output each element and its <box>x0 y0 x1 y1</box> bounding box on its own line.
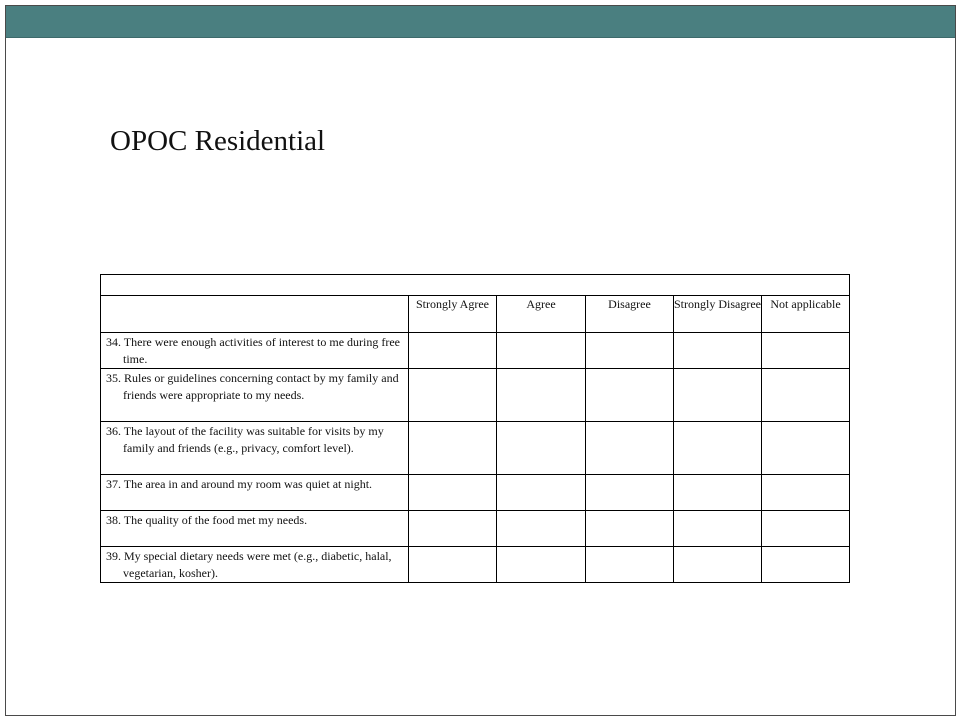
question-text: 35. Rules or guidelines concerning contact by my family and friends were appropriate to my needs. <box>101 369 409 422</box>
response-cell[interactable] <box>497 547 586 583</box>
response-cell[interactable] <box>762 475 850 511</box>
response-cell[interactable] <box>409 475 497 511</box>
response-cell[interactable] <box>497 475 586 511</box>
table-row <box>101 547 850 583</box>
column-header: Not applicable <box>762 296 850 333</box>
response-cell[interactable] <box>586 547 674 583</box>
table-row <box>101 511 850 547</box>
response-cell[interactable] <box>674 511 762 547</box>
response-cell[interactable] <box>497 511 586 547</box>
response-cell[interactable] <box>586 422 674 475</box>
response-cell[interactable] <box>586 475 674 511</box>
survey-table <box>100 274 850 583</box>
column-header: Strongly Agree <box>409 296 497 333</box>
response-cell[interactable] <box>409 369 497 422</box>
response-cell[interactable] <box>674 475 762 511</box>
table-row <box>101 475 850 511</box>
header-band <box>6 6 955 38</box>
question-text: 37. The area in and around my room was quiet at night. <box>101 475 409 511</box>
slide-title: OPOC Residential <box>110 125 326 157</box>
response-cell[interactable] <box>674 547 762 583</box>
table-blank-row <box>101 275 850 296</box>
response-cell[interactable] <box>762 333 850 369</box>
response-cell[interactable] <box>762 511 850 547</box>
response-cell[interactable] <box>586 333 674 369</box>
question-text: 38. The quality of the food met my needs. <box>101 511 409 547</box>
column-header: Disagree <box>586 296 674 333</box>
column-header: Agree <box>497 296 586 333</box>
table-header-row <box>101 296 850 333</box>
question-text: 36. The layout of the facility was suitable for visits by my family and friends (e.g., privacy, comfort level). <box>101 422 409 475</box>
response-cell[interactable] <box>674 333 762 369</box>
table-row <box>101 422 850 475</box>
response-cell[interactable] <box>674 369 762 422</box>
column-header: Strongly Disagree <box>674 296 762 333</box>
response-cell[interactable] <box>674 422 762 475</box>
header-empty-cell <box>101 296 409 333</box>
response-cell[interactable] <box>409 422 497 475</box>
response-cell[interactable] <box>497 333 586 369</box>
blank-cell <box>101 275 850 296</box>
question-text: 34. There were enough activities of interest to me during free time. <box>101 333 409 369</box>
response-cell[interactable] <box>409 333 497 369</box>
response-cell[interactable] <box>586 511 674 547</box>
response-cell[interactable] <box>409 511 497 547</box>
response-cell[interactable] <box>762 547 850 583</box>
response-cell[interactable] <box>409 547 497 583</box>
response-cell[interactable] <box>762 369 850 422</box>
slide <box>5 5 956 716</box>
response-cell[interactable] <box>497 369 586 422</box>
question-text: 39. My special dietary needs were met (e.g., diabetic, halal, vegetarian, kosher). <box>101 547 409 583</box>
response-cell[interactable] <box>497 422 586 475</box>
table-row <box>101 369 850 422</box>
response-cell[interactable] <box>762 422 850 475</box>
response-cell[interactable] <box>586 369 674 422</box>
table-row <box>101 333 850 369</box>
